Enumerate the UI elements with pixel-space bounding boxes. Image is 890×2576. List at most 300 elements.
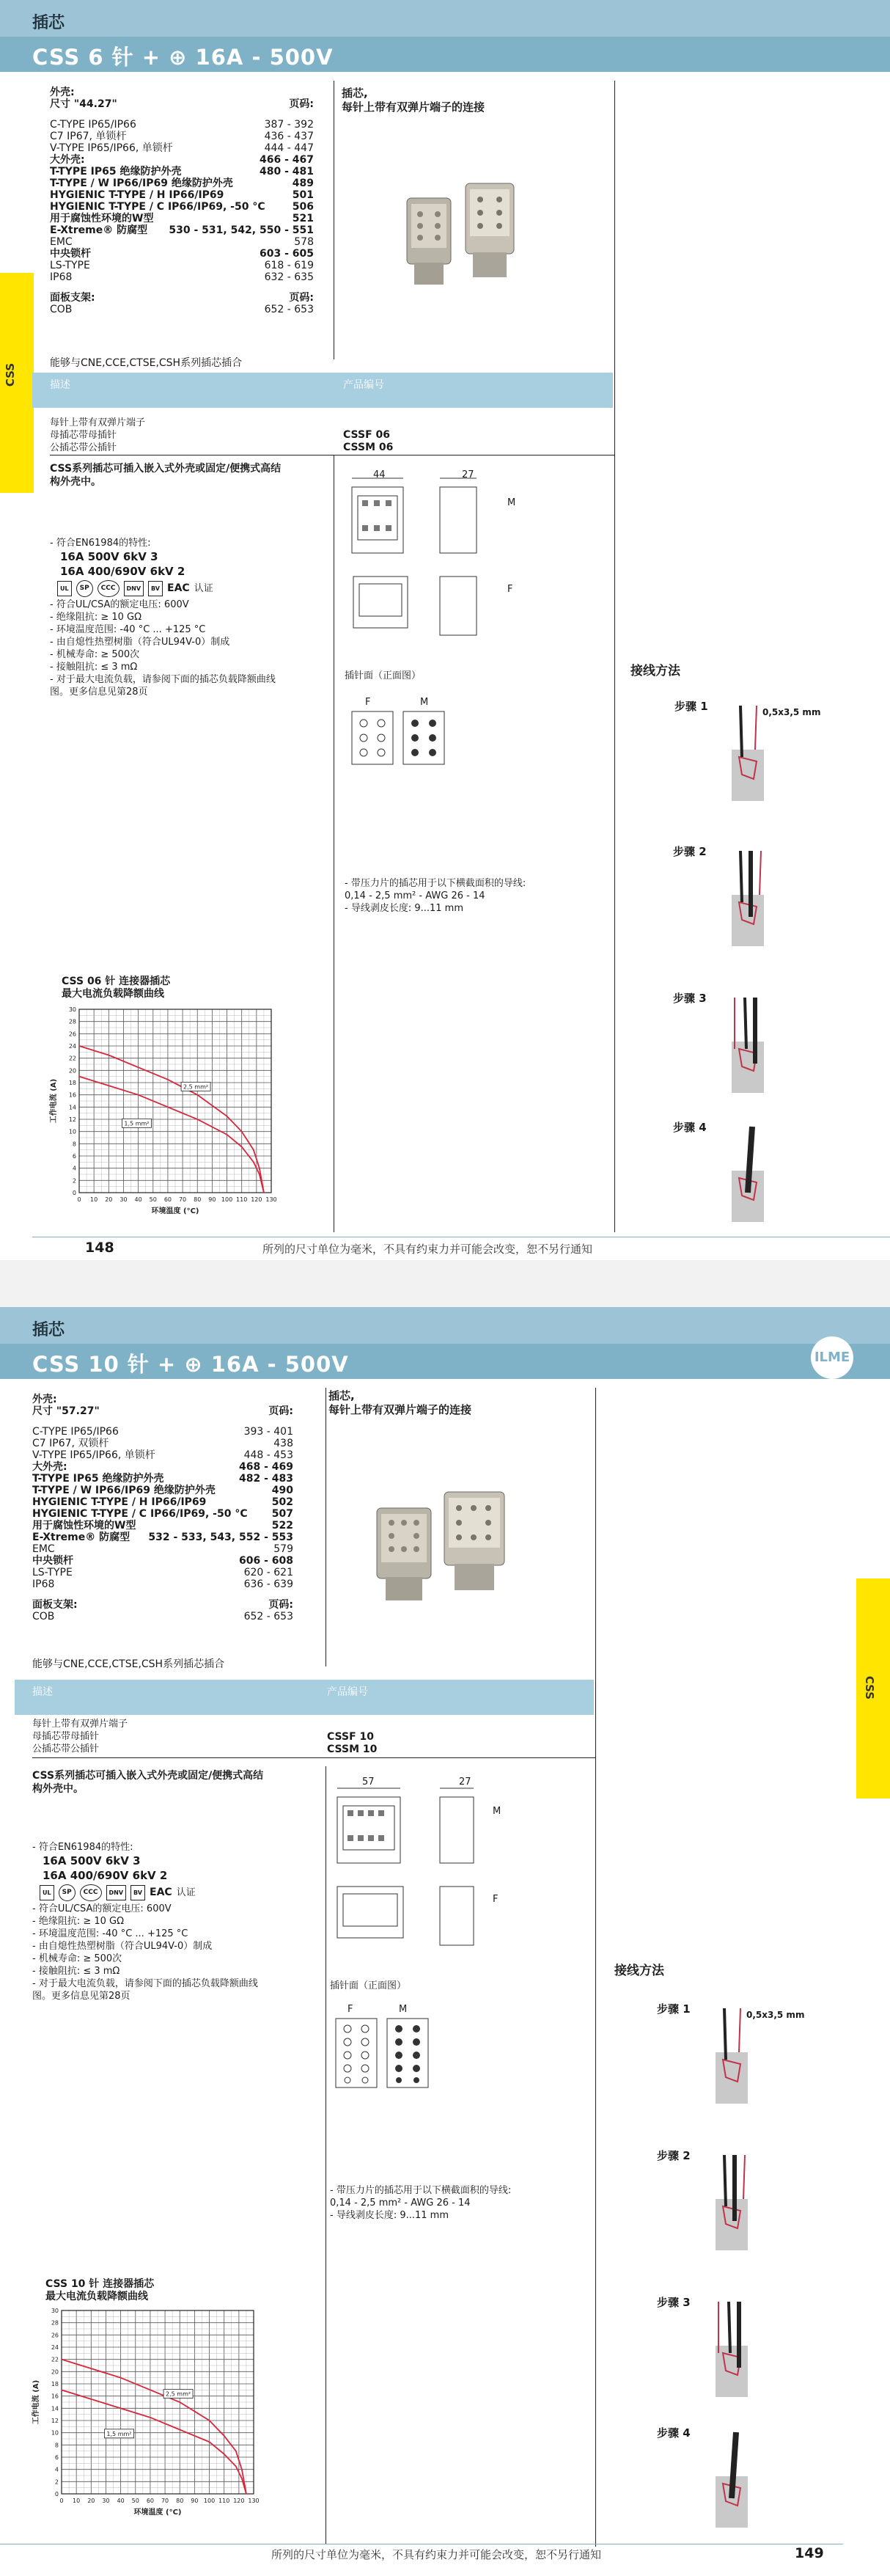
features: [32, 1841, 311, 2002]
index-row: [50, 248, 314, 260]
index-row: [32, 1508, 293, 1520]
index-pages: 532 - 533, 543, 552 - 553: [148, 1532, 293, 1543]
y-tick-label: 8: [72, 1141, 76, 1148]
disclaimer: 所列的尺寸单位为毫米，不具有约束力并可能会改变，恕不另行通知: [271, 2548, 602, 2561]
x-tick-label: 80: [176, 2498, 184, 2504]
series-label: 1,5 mm²: [106, 2430, 132, 2437]
step-4-label: 步骤 4: [657, 2426, 691, 2440]
face-tag-m: M: [399, 2004, 408, 2015]
index-pages: 490: [271, 1485, 293, 1496]
chart-title: [62, 976, 170, 1000]
index-row: [32, 1485, 293, 1496]
feature-item: - 机械寿命: ≥ 500次: [32, 1953, 122, 1964]
index-pages: 530 - 531, 542, 550 - 551: [169, 224, 314, 236]
dnv-mark-icon: DNV: [124, 581, 144, 596]
data-point: [227, 1134, 228, 1135]
index-heading: 外壳:: [50, 87, 75, 98]
data-point: [224, 2435, 225, 2437]
panel-pages: 652 - 653: [243, 1611, 293, 1622]
data-point: [235, 2466, 237, 2467]
x-tick-label: 40: [134, 1196, 142, 1203]
index-row: [32, 1473, 293, 1485]
index-size: 尺寸 "57.27": [32, 1405, 100, 1417]
panel-page-label: 页码:: [268, 1599, 293, 1611]
index-row: [50, 236, 314, 248]
order-row: 公插芯带公插针: [50, 442, 117, 453]
index-name: HYGIENIC T-TYPE / C IP66/IP69, -50 °C: [32, 1508, 248, 1520]
data-point: [78, 1076, 80, 1077]
order-row: 母插芯带母插针: [32, 1731, 100, 1742]
order-row: 母插芯带母插针: [50, 430, 117, 441]
standard-line: - 符合EN61984的特性:: [32, 1842, 133, 1853]
x-tick-label: 70: [161, 2498, 169, 2504]
chart-title-line: CSS 10 针 连接器插芯: [45, 2278, 155, 2290]
data-point: [109, 1085, 110, 1086]
index-row: [32, 1532, 293, 1543]
y-axis-label: 工作电流 (A): [32, 2379, 40, 2425]
insert-heading-line: 每针上带有双弹片端子的连接: [328, 1403, 472, 1416]
y-tick-label: 22: [68, 1055, 76, 1062]
x-tick-label: 90: [191, 2498, 199, 2504]
product-photo: [367, 1483, 521, 1615]
face-view-drawing: [334, 2017, 437, 2090]
category-title: 插芯: [32, 14, 65, 32]
x-axis-label: 环境温度 (°C): [133, 2509, 182, 2517]
data-point: [227, 1116, 228, 1117]
index-pages: 579: [273, 1543, 293, 1555]
description: [32, 1769, 263, 1796]
insert-heading-line: 每针上带有双弹片端子的连接: [342, 100, 485, 114]
index-pages: 522: [271, 1520, 293, 1532]
ul-mark-icon: UL: [40, 1885, 54, 1900]
y-tick-label: 26: [68, 1031, 76, 1038]
bv-mark-icon: BV: [148, 581, 163, 596]
step-1-drawing: [710, 2001, 754, 2111]
index-row: [50, 154, 314, 166]
dim-female-tag: F: [507, 584, 513, 595]
feature-item: - 环境温度范围: -40 °C ... +125 °C: [50, 624, 206, 635]
order-codes: [327, 1731, 377, 1756]
data-point: [167, 1107, 169, 1108]
x-tick-label: 0: [59, 2498, 64, 2504]
wire-info-line: 0,14 - 2,5 mm² - AWG 26 - 14: [330, 2198, 471, 2209]
data-point: [263, 1192, 265, 1193]
step-3-label: 步骤 3: [657, 2296, 691, 2309]
y-tick-label: 2: [72, 1177, 76, 1185]
index-pages: 603 - 605: [259, 248, 314, 260]
index-pages: 480 - 481: [259, 166, 314, 178]
index-row: [32, 1449, 293, 1461]
data-point: [241, 2478, 243, 2479]
wire-info-line: 0,14 - 2,5 mm² - AWG 26 - 14: [345, 890, 485, 901]
index-name: HYGIENIC T-TYPE / C IP66/IP69, -50 °C: [50, 201, 265, 213]
step-4-drawing: [710, 2425, 754, 2535]
feature-item: - 由自熄性热塑树脂（符合UL94V-0）制成: [50, 637, 230, 648]
side-tab: [0, 273, 34, 493]
category-band: [0, 1307, 890, 1344]
data-point: [253, 1149, 254, 1151]
data-point: [259, 1168, 260, 1169]
x-tick-label: 70: [178, 1196, 187, 1203]
y-tick-label: 12: [51, 2418, 59, 2424]
step-4-drawing: [726, 1119, 770, 1229]
y-tick-label: 16: [68, 1091, 76, 1099]
index-row: [50, 131, 314, 142]
y-tick-label: 20: [51, 2368, 59, 2376]
data-point: [224, 2454, 225, 2455]
divider: [614, 81, 615, 1232]
index-pages: 393 - 401: [243, 1426, 293, 1438]
x-tick-label: 0: [77, 1196, 81, 1203]
step-1-label: 步骤 1: [674, 700, 708, 713]
step-1-drawing: [726, 698, 770, 808]
y-tick-label: 24: [68, 1043, 76, 1050]
wire-info: [330, 2184, 511, 2222]
dimension-drawing: [330, 1777, 535, 1982]
data-point: [209, 2420, 210, 2421]
order-table-header: [32, 373, 613, 408]
wire-info-line: - 导线剥皮长度: 9...11 mm: [345, 903, 464, 914]
index-name: EMC: [32, 1543, 55, 1555]
step-1-label: 步骤 1: [657, 2002, 691, 2016]
index-pages: 482 - 483: [238, 1473, 293, 1485]
order-rows: [50, 417, 145, 454]
series-label: 2,5 mm²: [166, 2390, 191, 2398]
ccc-mark-icon: CCC: [80, 1884, 102, 1901]
y-axis-label: 工作电流 (A): [50, 1078, 58, 1124]
feature-item: - 绝缘阻抗: ≥ 10 GΩ: [32, 1916, 125, 1927]
x-tick-label: 80: [194, 1196, 202, 1203]
housing-index: [50, 87, 314, 315]
y-tick-label: 4: [72, 1165, 76, 1172]
index-row: [32, 1578, 293, 1590]
panel-name: COB: [50, 304, 73, 315]
wire-info-line: - 带压力片的插芯用于以下横截面积的导线:: [330, 2185, 512, 2196]
index-row: [32, 1438, 293, 1449]
step-2-drawing: [710, 2148, 754, 2258]
panel-heading: 面板支架:: [32, 1599, 78, 1611]
dim-width: 57: [362, 1777, 375, 1788]
derating-chart-06: [47, 1003, 289, 1231]
index-name: 大外壳:: [32, 1461, 67, 1473]
feature-item: - 符合UL/CSA的额定电压: 600V: [50, 599, 189, 610]
index-pages: 468 - 469: [238, 1461, 293, 1473]
index-row: [50, 189, 314, 201]
insert-heading: [342, 87, 485, 114]
data-point: [91, 2368, 92, 2369]
y-tick-label: 14: [68, 1104, 76, 1111]
dnv-mark-icon: DNV: [106, 1885, 127, 1900]
y-tick-label: 18: [51, 2381, 59, 2387]
index-row: [32, 1555, 293, 1567]
ul-mark-icon: UL: [57, 581, 72, 596]
index-pages: 438: [273, 1438, 293, 1449]
insert-heading-line: 插芯,: [328, 1389, 355, 1402]
derating-chart-10: [29, 2305, 271, 2532]
index-row: [32, 1461, 293, 1473]
index-row: [32, 1543, 293, 1555]
index-pages: 387 - 392: [264, 119, 314, 131]
data-point: [235, 2451, 237, 2452]
insert-heading: [328, 1389, 471, 1417]
y-tick-label: 18: [68, 1080, 76, 1086]
col-description: 描述: [50, 379, 70, 391]
y-tick-label: 0: [72, 1190, 76, 1196]
index-pages: 521: [292, 213, 314, 224]
code-female: CSSF 06: [343, 429, 390, 441]
chart-title-line: 最大电流负载降额曲线: [45, 2291, 148, 2302]
data-point: [109, 1055, 110, 1056]
index-row: [32, 1496, 293, 1508]
page-gap: [0, 1260, 890, 1307]
index-pages: 606 - 608: [238, 1555, 293, 1567]
index-name: C7 IP67, 双锁杆: [32, 1438, 109, 1449]
title-band: [0, 1344, 890, 1379]
col-description: 描述: [32, 1686, 53, 1698]
chart-title: [45, 2278, 154, 2303]
index-pages: 444 - 447: [264, 142, 314, 154]
index-name: T-TYPE / W IP66/IP69 绝缘防护外壳: [50, 178, 233, 189]
y-tick-label: 4: [54, 2466, 59, 2473]
feature-item: - 环境温度范围: -40 °C ... +125 °C: [32, 1928, 188, 1939]
index-row: [50, 178, 314, 189]
wiring-title: 接线方法: [630, 664, 680, 678]
y-tick-label: 30: [51, 2308, 59, 2314]
wiring-title: 接线方法: [614, 1964, 664, 1978]
wire-info: [345, 877, 526, 915]
certification-marks: [40, 1884, 311, 1901]
index-name: EMC: [50, 236, 73, 248]
code-female: CSSF 10: [327, 1731, 374, 1743]
x-tick-label: 120: [233, 2498, 245, 2504]
col-product-code: 产品编号: [327, 1686, 368, 1698]
order-row: 公插芯带公插针: [32, 1743, 100, 1754]
dim-male-tag: M: [507, 497, 516, 508]
step-2-drawing: [726, 844, 770, 954]
x-tick-label: 100: [221, 1196, 233, 1203]
y-tick-label: 20: [68, 1067, 76, 1075]
ilme-logo-icon: ILME: [811, 1336, 853, 1379]
divider: [595, 1388, 596, 2547]
y-tick-label: 28: [51, 2319, 59, 2327]
index-name: C-TYPE IP65/IP66: [32, 1426, 119, 1438]
y-tick-label: 14: [51, 2405, 59, 2412]
side-tab: [856, 1578, 890, 1799]
series-line: [79, 1077, 264, 1193]
index-row: [32, 1567, 293, 1578]
x-tick-label: 90: [208, 1196, 216, 1203]
insert-heading-line: 插芯,: [342, 87, 368, 100]
data-point: [167, 1079, 169, 1080]
code-male: CSSM 06: [343, 442, 394, 453]
feature-item: - 接触阻抗: ≤ 3 mΩ: [50, 662, 138, 673]
step-dim: 0,5x3,5 mm: [746, 2010, 805, 2020]
rating-line: 16A 400/690V 6kV 2: [60, 565, 185, 578]
x-tick-label: 60: [163, 1196, 172, 1203]
side-tab-label: CSS: [4, 362, 18, 387]
feature-item: 图。更多信息见第28页: [50, 687, 148, 698]
face-view-label: 插针面（正面图）: [345, 670, 422, 681]
catalog-page-148: [0, 0, 890, 1260]
product-title: CSS 6 针 + ⊕ 16A - 500V: [32, 45, 334, 70]
data-point: [138, 1094, 139, 1096]
data-point: [241, 1131, 243, 1133]
data-point: [120, 2408, 122, 2409]
rating-line: 16A 500V 6kV 3: [43, 1854, 141, 1867]
index-name: E-Xtreme® 防腐型: [32, 1532, 130, 1543]
face-view-label: 插针面（正面图）: [330, 1980, 407, 1991]
index-pages: 489: [292, 178, 314, 189]
y-tick-label: 16: [51, 2393, 59, 2400]
index-pages: 502: [271, 1496, 293, 1508]
index-pages: 436 - 437: [264, 131, 314, 142]
y-tick-label: 10: [51, 2429, 59, 2437]
index-row: [50, 166, 314, 178]
series-line: [62, 2390, 246, 2494]
index-row: [50, 142, 314, 154]
y-tick-label: 2: [54, 2478, 59, 2486]
face-tag-f: F: [347, 2004, 353, 2015]
x-tick-label: 130: [248, 2498, 260, 2504]
feature-item: 图。更多信息见第28页: [32, 1991, 130, 2002]
index-name: E-Xtreme® 防腐型: [50, 224, 148, 236]
feature-item: - 机械寿命: ≥ 500次: [50, 649, 140, 660]
y-tick-label: 6: [72, 1153, 76, 1160]
step-3-drawing: [726, 990, 770, 1100]
index-pages: 618 - 619: [264, 260, 314, 271]
y-tick-label: 6: [54, 2454, 59, 2461]
csa-mark-icon: SP: [76, 580, 93, 597]
step-4-label: 步骤 4: [673, 1121, 707, 1134]
index-name: HYGIENIC T-TYPE / H IP66/IP69: [50, 189, 224, 201]
step-3-drawing: [710, 2294, 754, 2404]
index-name: 用于腐蚀性环境的W型: [32, 1520, 136, 1532]
x-tick-label: 100: [203, 2498, 216, 2504]
x-tick-label: 50: [131, 2498, 139, 2504]
index-name: T-TYPE IP65 绝缘防护外壳: [50, 166, 182, 178]
face-tag-f: F: [365, 697, 371, 708]
index-row: [50, 224, 314, 236]
index-pages: 507: [271, 1508, 293, 1520]
x-tick-label: 120: [251, 1196, 262, 1203]
index-name: C-TYPE IP65/IP66: [50, 119, 136, 131]
rating-line: 16A 500V 6kV 3: [60, 550, 158, 563]
index-pages: 501: [292, 189, 314, 201]
wire-info-line: - 带压力片的插芯用于以下横截面积的导线:: [345, 878, 526, 889]
x-tick-label: 20: [105, 1196, 113, 1203]
data-point: [150, 2390, 151, 2391]
index-name: C7 IP67, 单锁杆: [50, 131, 127, 142]
data-point: [179, 2401, 180, 2403]
y-tick-label: 8: [54, 2442, 59, 2449]
data-point: [138, 1066, 139, 1068]
index-row: [50, 260, 314, 271]
cert-label: 认证: [194, 583, 213, 594]
feature-item: - 绝缘阻抗: ≥ 10 GΩ: [50, 612, 142, 623]
data-point: [150, 2417, 151, 2418]
product-title: CSS 10 针 + ⊕ 16A - 500V: [32, 1352, 349, 1377]
series-label: 1,5 mm²: [124, 1120, 150, 1127]
index-name: V-TYPE IP65/IP66, 单锁杆: [50, 142, 173, 154]
x-tick-label: 40: [117, 2498, 125, 2504]
step-3-label: 步骤 3: [673, 992, 707, 1005]
feature-item: - 符合UL/CSA的额定电压: 600V: [32, 1903, 172, 1914]
index-pages: 620 - 621: [243, 1567, 293, 1578]
data-point: [179, 2429, 180, 2431]
side-tab-label: CSS: [863, 1675, 877, 1700]
y-tick-label: 30: [68, 1006, 76, 1013]
product-photo: [392, 176, 532, 301]
x-axis-label: 环境温度 (°C): [151, 1207, 199, 1215]
index-pages: 632 - 635: [264, 271, 314, 283]
disclaimer: 所列的尺寸单位为毫米，不具有约束力并可能会改变，恕不另行通知: [262, 1243, 593, 1256]
description-line: CSS系列插芯可插入嵌入式外壳或固定/便携式高结: [32, 1770, 264, 1782]
index-row: [50, 271, 314, 283]
rating-line: 16A 400/690V 6kV 2: [43, 1869, 168, 1882]
certification-marks: [57, 580, 328, 597]
chart-title-line: CSS 06 针 连接器插芯: [62, 976, 171, 987]
description-line: 构外壳中。: [50, 476, 101, 488]
bv-mark-icon: BV: [130, 1885, 145, 1900]
cert-label: 认证: [176, 1887, 196, 1898]
csa-mark-icon: SP: [59, 1884, 76, 1901]
order-codes: [343, 429, 393, 454]
standard-line: - 符合EN61984的特性:: [50, 538, 151, 549]
order-row: 每针上带有双弹片端子: [32, 1719, 128, 1730]
panel-pages: 652 - 653: [264, 304, 314, 315]
face-view-drawing: [350, 710, 453, 769]
description-line: 构外壳中。: [32, 1783, 84, 1795]
data-point: [196, 1094, 198, 1096]
index-pages: 506: [292, 201, 314, 213]
feature-item: - 对于最大电流负载，请参阅下面的插芯负载降额曲线: [50, 674, 276, 685]
data-point: [253, 1162, 254, 1163]
col-product-code: 产品编号: [343, 379, 384, 391]
page-number: 149: [795, 2545, 824, 2561]
x-tick-label: 110: [218, 2498, 230, 2504]
index-pages: 636 - 639: [243, 1578, 293, 1590]
x-tick-label: 30: [119, 1196, 128, 1203]
index-name: T-TYPE / W IP66/IP69 绝缘防护外壳: [32, 1485, 216, 1496]
wire-info-line: - 导线剥皮长度: 9...11 mm: [330, 2210, 449, 2221]
index-row: [32, 1426, 293, 1438]
panel-page-label: 页码:: [289, 292, 314, 304]
features: [50, 537, 328, 698]
index-size: 尺寸 "44.27": [50, 98, 117, 110]
dim-width: 44: [373, 469, 386, 480]
feature-item: - 由自熄性热塑树脂（符合UL94V-0）制成: [32, 1941, 213, 1952]
data-point: [259, 1174, 260, 1175]
index-row: [50, 201, 314, 213]
index-name: HYGIENIC T-TYPE / H IP66/IP69: [32, 1496, 207, 1508]
data-point: [61, 2359, 62, 2360]
code-male: CSSM 10: [327, 1743, 378, 1755]
panel-name: COB: [32, 1611, 55, 1622]
index-page-label: 页码:: [289, 98, 314, 110]
x-tick-label: 60: [146, 2498, 155, 2504]
index-name: LS-TYPE: [32, 1567, 73, 1578]
y-tick-label: 26: [51, 2332, 59, 2339]
x-tick-label: 50: [149, 1196, 157, 1203]
order-rows: [32, 1718, 128, 1755]
dim-depth: 27: [462, 469, 474, 480]
x-tick-label: 130: [265, 1196, 277, 1203]
index-name: IP68: [50, 271, 73, 283]
index-name: 用于腐蚀性环境的W型: [50, 213, 154, 224]
data-point: [209, 2441, 210, 2443]
y-tick-label: 12: [68, 1116, 76, 1123]
data-point: [91, 2398, 92, 2400]
